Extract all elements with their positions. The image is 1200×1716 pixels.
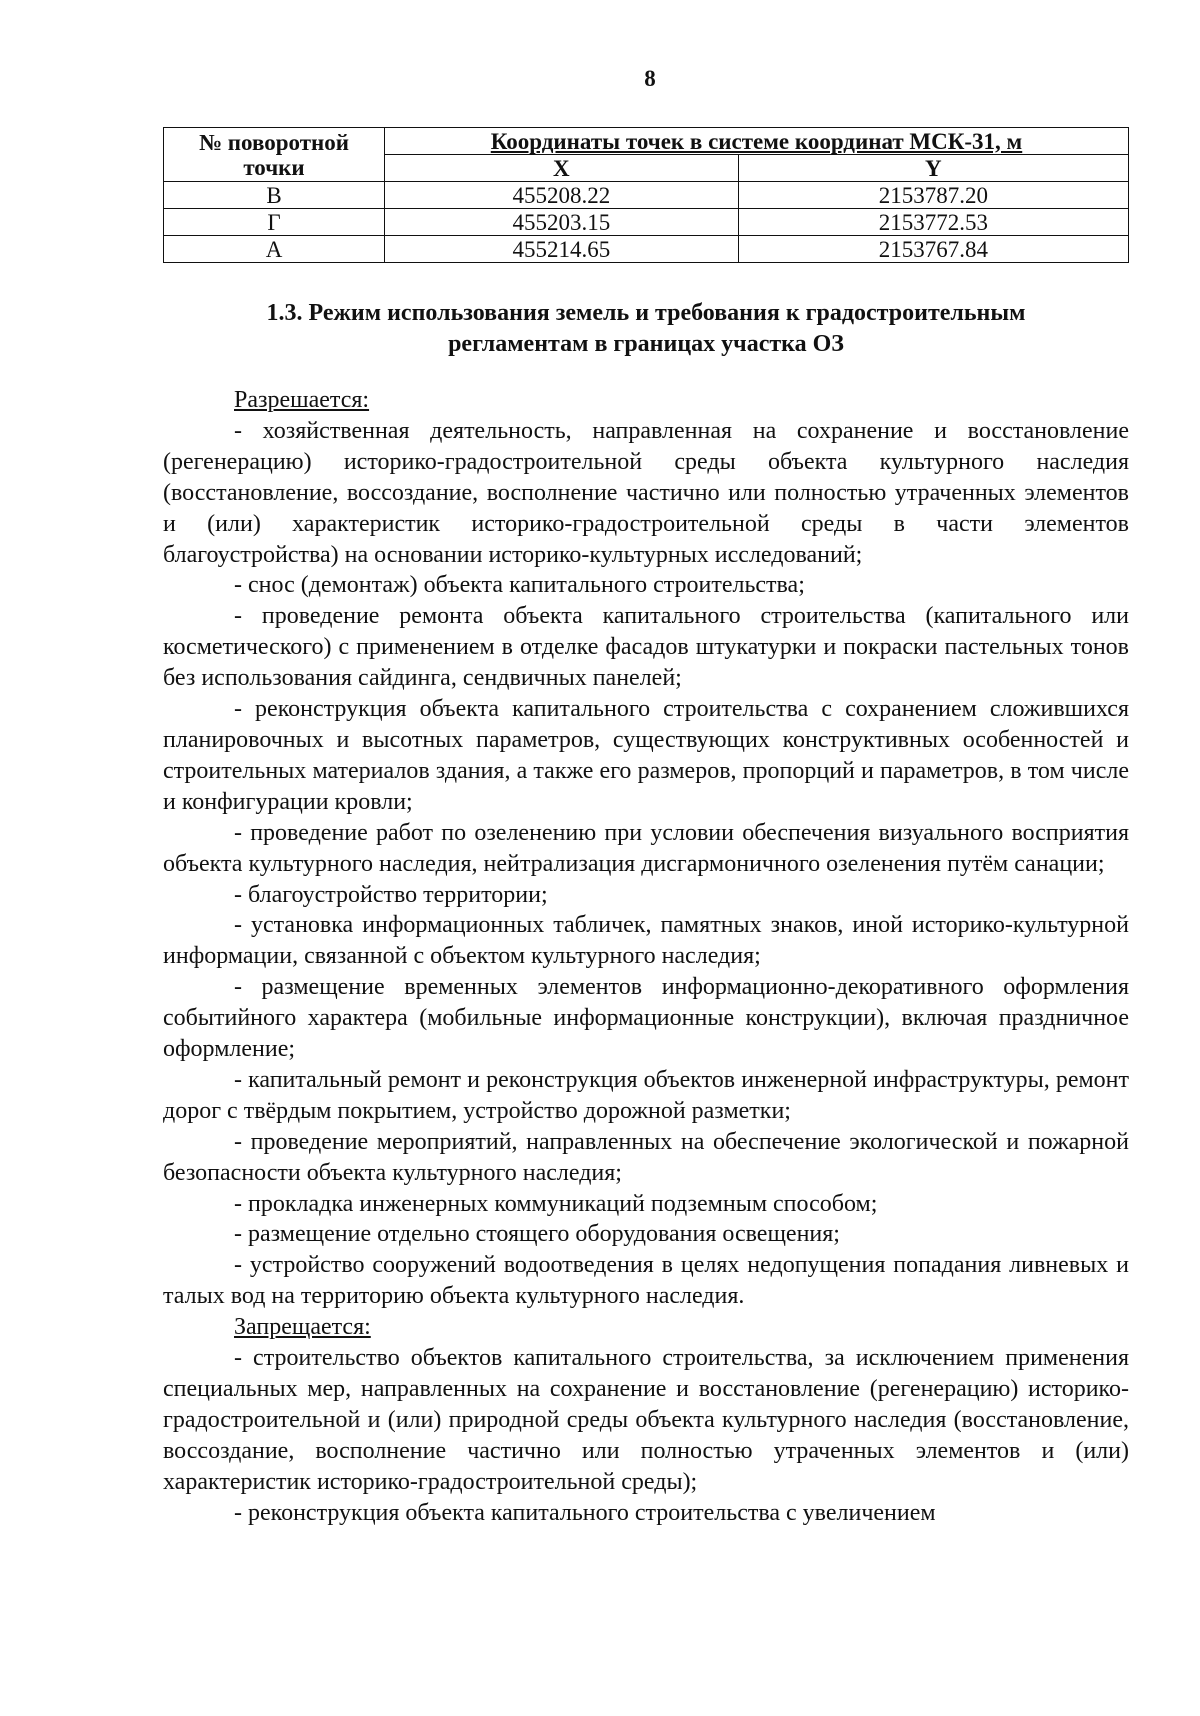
allowed-item: - проведение мероприятий, направленных на обеспечение экологической и пожарной безопасности объекта культурного наследия; [163, 1128, 1129, 1186]
section-heading [163, 298, 1129, 360]
allowed-item: - проведение ремонта объекта капитального строительства (капитального или косметического) с применением в отделке фасадов штукатурки и покраски пастельных тонов без использования сайдинга, сендвичных панелей; [163, 603, 1129, 692]
point-y: 2153767.84 [738, 236, 1128, 263]
allowed-item: - размещение отдельно стоящего оборудования освещения; [234, 1221, 840, 1248]
allowed-label: Разрешается: [234, 387, 370, 413]
allowed-item: - установка информационных табличек, памятных знаков, иной историко-культурной информации, связанной с объектом культурного наследия; [163, 912, 1129, 970]
point-y: 2153772.53 [738, 209, 1128, 236]
forbidden-label: Запрещается: [234, 1314, 371, 1341]
table-row [164, 209, 1129, 236]
point-name: А [164, 236, 385, 263]
document-body [163, 385, 1129, 1529]
point-x: 455208.22 [385, 182, 739, 209]
allowed-item: - снос (демонтаж) объекта капитального строительства; [234, 572, 805, 599]
forbidden-item: - строительство объектов капитального строительства, за исключением применения специальных мер, направленных на сохранение и восстановление (регенерацию) историко-градостроительной и (или) природной среды объекта культурного наследия (восстановление, воссоздание, восполнение частично или полностью утраченных элементов и (или) характеристик историко-градостроительной среды); [163, 1345, 1129, 1495]
allowed-item: - реконструкция объекта капитального строительства с сохранением сложившихся планировочных и высотных параметров, существующих конструктивных особенностей и строительных материалов здания, а также его размеров, пропорций и параметров, в том числе и конфигурации кровли; [163, 696, 1129, 815]
header-point-number: № поворотной точки [164, 128, 385, 182]
page-number: 8 [644, 66, 656, 91]
point-x: 455203.15 [385, 209, 739, 236]
allowed-item: - размещение временных элементов информационно-декоративного оформления событийного характера (мобильные информационные конструкции), включая праздничное оформление; [163, 974, 1129, 1063]
table-row [164, 236, 1129, 263]
forbidden-item: - реконструкция объекта капитального строительства с увеличением [234, 1499, 936, 1526]
header-x: X [385, 155, 739, 182]
coordinates-table [163, 127, 1129, 263]
allowed-item: - прокладка инженерных коммуникаций подземным способом; [234, 1190, 878, 1217]
header-coordinates: Координаты точек в системе координат МСК-31, м [385, 128, 1129, 155]
allowed-item: - хозяйственная деятельность, направленная на сохранение и восстановление (регенерацию) историко-градостроительной среды объекта культурного наследия (восстановление, воссоздание, восполнение частично или полностью утраченных элементов и (или) характеристик историко-градостроительной среды в части элементов благоустройства) на основании историко-культурных исследований; [163, 417, 1129, 568]
table-row [164, 182, 1129, 209]
point-y: 2153787.20 [738, 182, 1128, 209]
point-x: 455214.65 [385, 236, 739, 263]
header-y: Y [738, 155, 1128, 182]
allowed-item: - благоустройство территории; [234, 881, 548, 908]
allowed-item: - проведение работ по озеленению при условии обеспечения визуального восприятия объекта культурного наследия, нейтрализация дисгармоничного озеленения путём санации; [163, 819, 1129, 877]
section-heading-line-2: регламентам в границах участка ОЗ [448, 331, 844, 357]
allowed-item: - капитальный ремонт и реконструкция объектов инженерной инфраструктуры, ремонт дорог с твёрдым покрытием, устройство дорожной разметки; [163, 1066, 1129, 1124]
point-name: В [164, 182, 385, 209]
point-name: Г [164, 209, 385, 236]
section-heading-line-1: 1.3. Режим использования земель и требования к градостроительным [266, 300, 1026, 326]
allowed-item: - устройство сооружений водоотведения в целях недопущения попадания ливневых и талых вод на территорию объекта культурного наследия. [163, 1252, 1129, 1310]
